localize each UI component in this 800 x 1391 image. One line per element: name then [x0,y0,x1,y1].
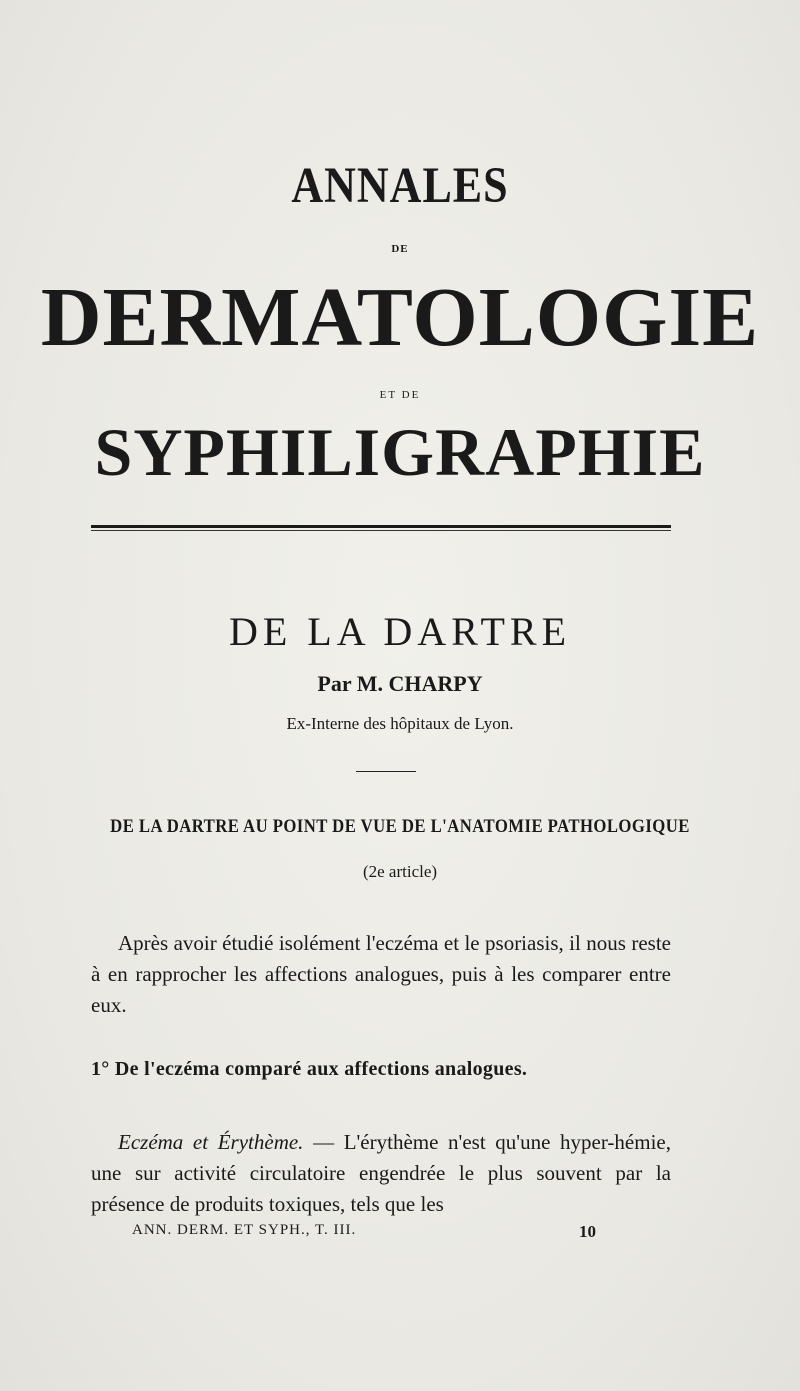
footer-journal-ref: ANN. DERM. ET SYPH., T. III. [132,1222,357,1238]
paragraph-text: — L'érythème n'est qu'une hyper-hémie, une sur activité circulatoire engendrée le plus souvent par la présence de produits toxiques, tels que les [91,1130,671,1216]
section-divider [356,771,416,772]
journal-title-annales: ANNALES [291,157,509,214]
header-rule-thick [91,525,671,528]
intro-paragraph: Après avoir étudié isolément l'eczéma et le psoriasis, il nous reste à en rapprocher les affections analogues, puis à les comparer entre eux. [91,931,671,1017]
section-heading: DE LA DARTRE AU POINT DE VUE DE L'ANATOMIE PATHOLOGIQUE [110,816,690,837]
body-paragraph [91,1127,671,1220]
journal-title-syphiligraphie: SYPHILIGRAPHIE [94,414,706,490]
journal-title-dermatologie: DERMATOLOGIE [40,271,760,364]
article-author: Par M. CHARPY [317,671,483,696]
paragraph-lead-italic: Eczéma et Érythème. [118,1130,304,1154]
author-affiliation: Ex-Interne des hôpitaux de Lyon. [286,714,514,733]
header-rule-thin [91,530,671,531]
journal-title-et-de: ET DE [379,389,421,401]
footer-page-number: 10 [579,1222,596,1241]
article-number: (2e article) [362,862,438,881]
journal-title-de: DE [391,243,409,255]
subsection-heading: 1° De l'eczéma comparé aux affections analogues. [91,1058,528,1080]
article-title: DE LA DARTRE [228,609,572,654]
